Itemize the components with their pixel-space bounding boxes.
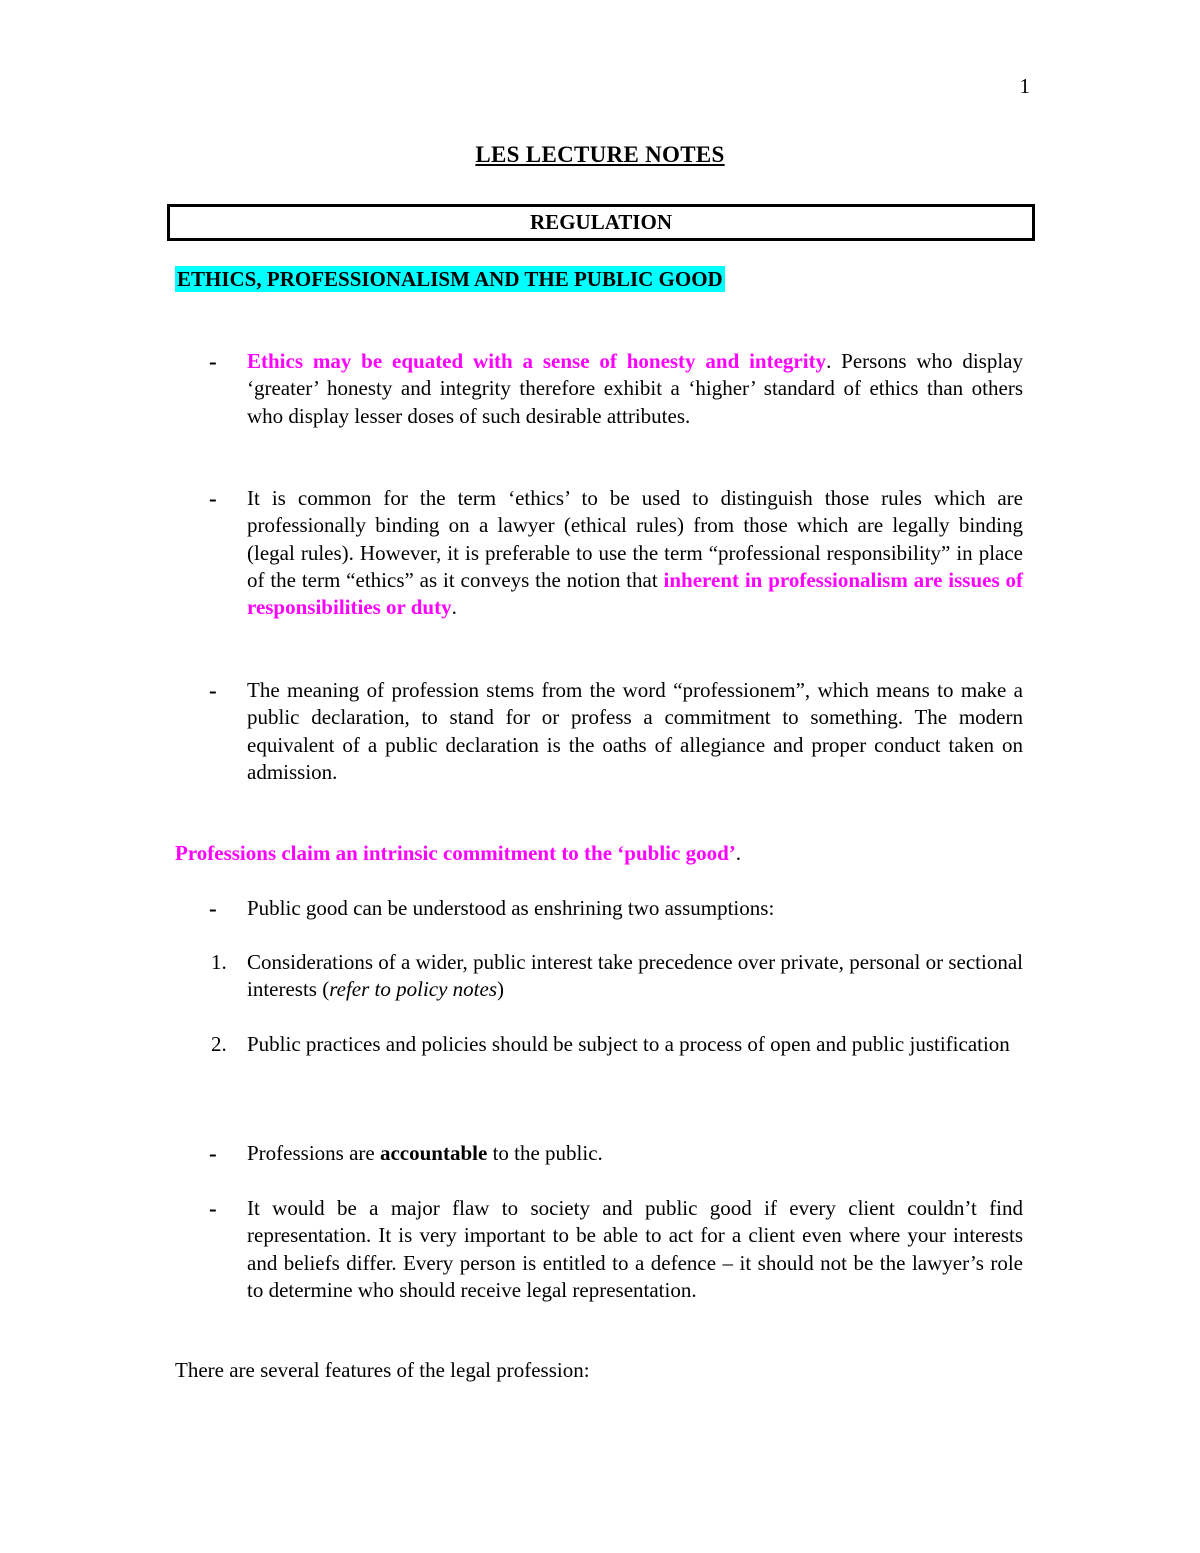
list-item-end: ) (497, 977, 504, 1002)
accountable-pre: Professions are (247, 1141, 380, 1165)
list-number: 2. (211, 1032, 227, 1056)
ethics-text: . Persons who display ‘greater’ honesty and integrity therefore exhibit a ‘higher’ standard of ethics than others who display lesser doses of such desirable attributes. (247, 349, 1023, 428)
section-heading: ETHICS, PROFESSIONALISM AND THE PUBLIC GOOD (177, 267, 723, 291)
page-number: 1 (1019, 74, 1030, 98)
list-item-text: Considerations of a wider, public interest take precedence over private, personal or sectional interests ( (247, 950, 1023, 1002)
list-number: 1. (211, 950, 227, 974)
features-intro: There are several features of the legal profession: (175, 1358, 590, 1382)
public-good-emphasis: Professions claim an intrinsic commitment to the ‘public good’ (175, 841, 736, 865)
paragraph-ethics (247, 348, 1023, 430)
paragraph-ethics-term (247, 485, 1023, 621)
public-good-heading-end: . (735, 841, 741, 865)
accountable-post: to the public. (487, 1141, 603, 1165)
public-good-heading (175, 840, 741, 867)
policy-notes-reference: refer to policy notes (329, 977, 497, 1002)
bullet-marker: - (209, 349, 217, 374)
list-item-public-interest (247, 949, 1023, 1004)
paragraph-accountable (247, 1140, 1023, 1167)
bullet-marker: - (209, 1141, 217, 1166)
bullet-marker: - (209, 486, 217, 511)
ethics-emphasis: Ethics may be equated with a sense of honesty and integrity (247, 349, 827, 373)
bullet-marker: - (209, 1196, 217, 1221)
accountable-emphasis: accountable (379, 1141, 488, 1165)
section-label: REGULATION (530, 210, 672, 234)
responsibility-emphasis: inherent in professionalism are issues of responsibilities or duty (247, 567, 1023, 620)
bullet-marker: - (209, 678, 217, 703)
paragraph-profession-meaning: The meaning of profession stems from the word “professionem”, which means to make a public declaration, to stand for or profess a commitment to something. The modern equivalent of a public declaration is the oaths of allegiance and proper conduct taken on admission. (247, 678, 1023, 784)
bullet-marker: - (209, 896, 217, 921)
page-title: LES LECTURE NOTES (475, 142, 725, 167)
paragraph-representation: It would be a major flaw to society and public good if every client couldn’t find representation. It is very important to be able to act for a client even where your interests and beliefs differ. Every person is entitled to a defence – it should not be the lawyer’s role to determine who should receive legal representation. (247, 1196, 1023, 1302)
list-item-public-justification: Public practices and policies should be subject to a process of open and public justification (247, 1032, 1010, 1056)
section-label-box (167, 204, 1035, 241)
ethics-term-end: . (451, 595, 457, 620)
ethics-term-text: It is common for the term ‘ethics’ to be used to distinguish those rules which are professionally binding on a lawyer (ethical rules) from those which are legally binding (legal rules). However, it is preferable to use the term “professional responsibility” in place of the term “ethics” as it conveys the notion that (247, 486, 1023, 592)
paragraph-public-good-intro: Public good can be understood as enshrining two assumptions: (247, 896, 775, 920)
